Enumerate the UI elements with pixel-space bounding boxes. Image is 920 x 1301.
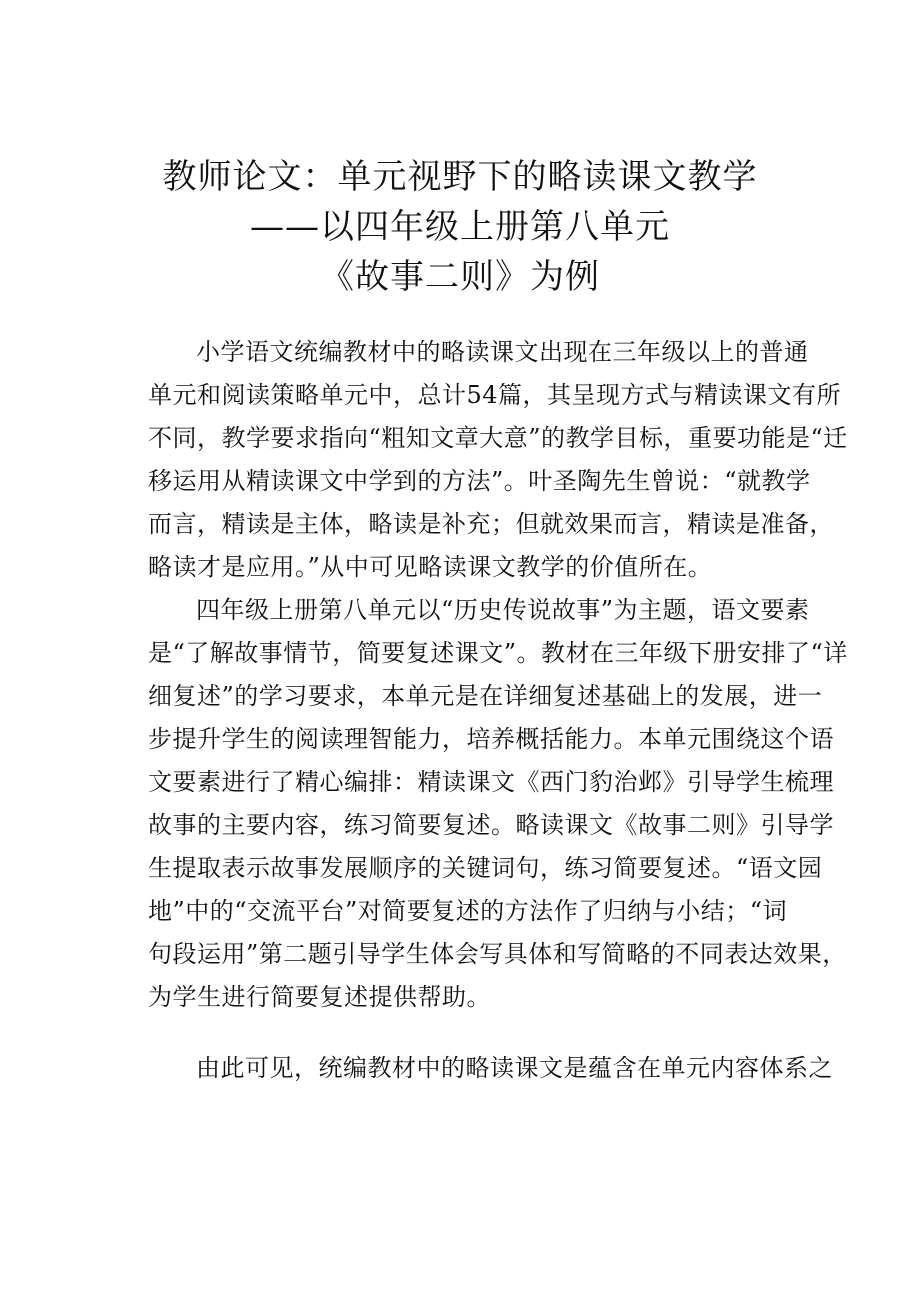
title-line-3: 《故事二则》为例 xyxy=(320,257,600,297)
text-line: 句段运用”第二题引导学生体会写具体和写简略的不同表达效果， xyxy=(148,940,847,968)
text-line: 不同，教学要求指向“粗知文章大意”的教学目标，重要功能是“迁 xyxy=(148,424,848,452)
text-line: 生提取表示故事发展顺序的关键词句，练习简要复述。“语文园 xyxy=(148,854,823,882)
text-line: 小学语文统编教材中的略读课文出现在三年级以上的普通 xyxy=(196,338,809,366)
text-line: 步提升学生的阅读理智能力，培养概括能力。本单元围绕这个语 xyxy=(148,725,834,753)
text-line: 而言，精读是主体，略读是补充；但就效果而言，精读是准备， xyxy=(148,510,834,538)
text-line: 地”中的“交流平台”对简要复述的方法作了归纳与小结；“词 xyxy=(148,897,788,925)
text-line: 细复述”的学习要求，本单元是在详细复述基础上的发展，进一 xyxy=(148,682,823,710)
paper-title xyxy=(0,152,920,302)
title-line-1: 教师论文：单元视野下的略读课文教学 xyxy=(162,157,758,197)
text-line: 单元和阅读策略单元中，总计54篇，其呈现方式与精读课文有所 xyxy=(148,381,842,409)
text-line: 为学生进行简要复述提供帮助。 xyxy=(148,983,491,1011)
text-line: 四年级上册第八单元以“历史传说故事”为主题，语文要素 xyxy=(196,596,810,624)
text-line: 是“了解故事情节，简要复述课文”。教材在三年级下册安排了“详 xyxy=(148,639,848,667)
text-line: 故事的主要内容，练习简要复述。略读课文《故事二则》引导学 xyxy=(148,811,834,839)
text-line: 由此可见，统编教材中的略读课文是蕴含在单元内容体系之 xyxy=(196,1054,833,1082)
title-line-2: ——以四年级上册第八单元 xyxy=(250,207,670,247)
text-line: 略读才是应用。”从中可见略读课文教学的价值所在。 xyxy=(148,553,713,581)
text-line: 文要素进行了精心编排：精读课文《西门豹治邺》引导学生梳理 xyxy=(148,768,834,796)
text-line: 移运用从精读课文中学到的方法”。叶圣陶先生曾说：“就教学 xyxy=(148,467,811,495)
